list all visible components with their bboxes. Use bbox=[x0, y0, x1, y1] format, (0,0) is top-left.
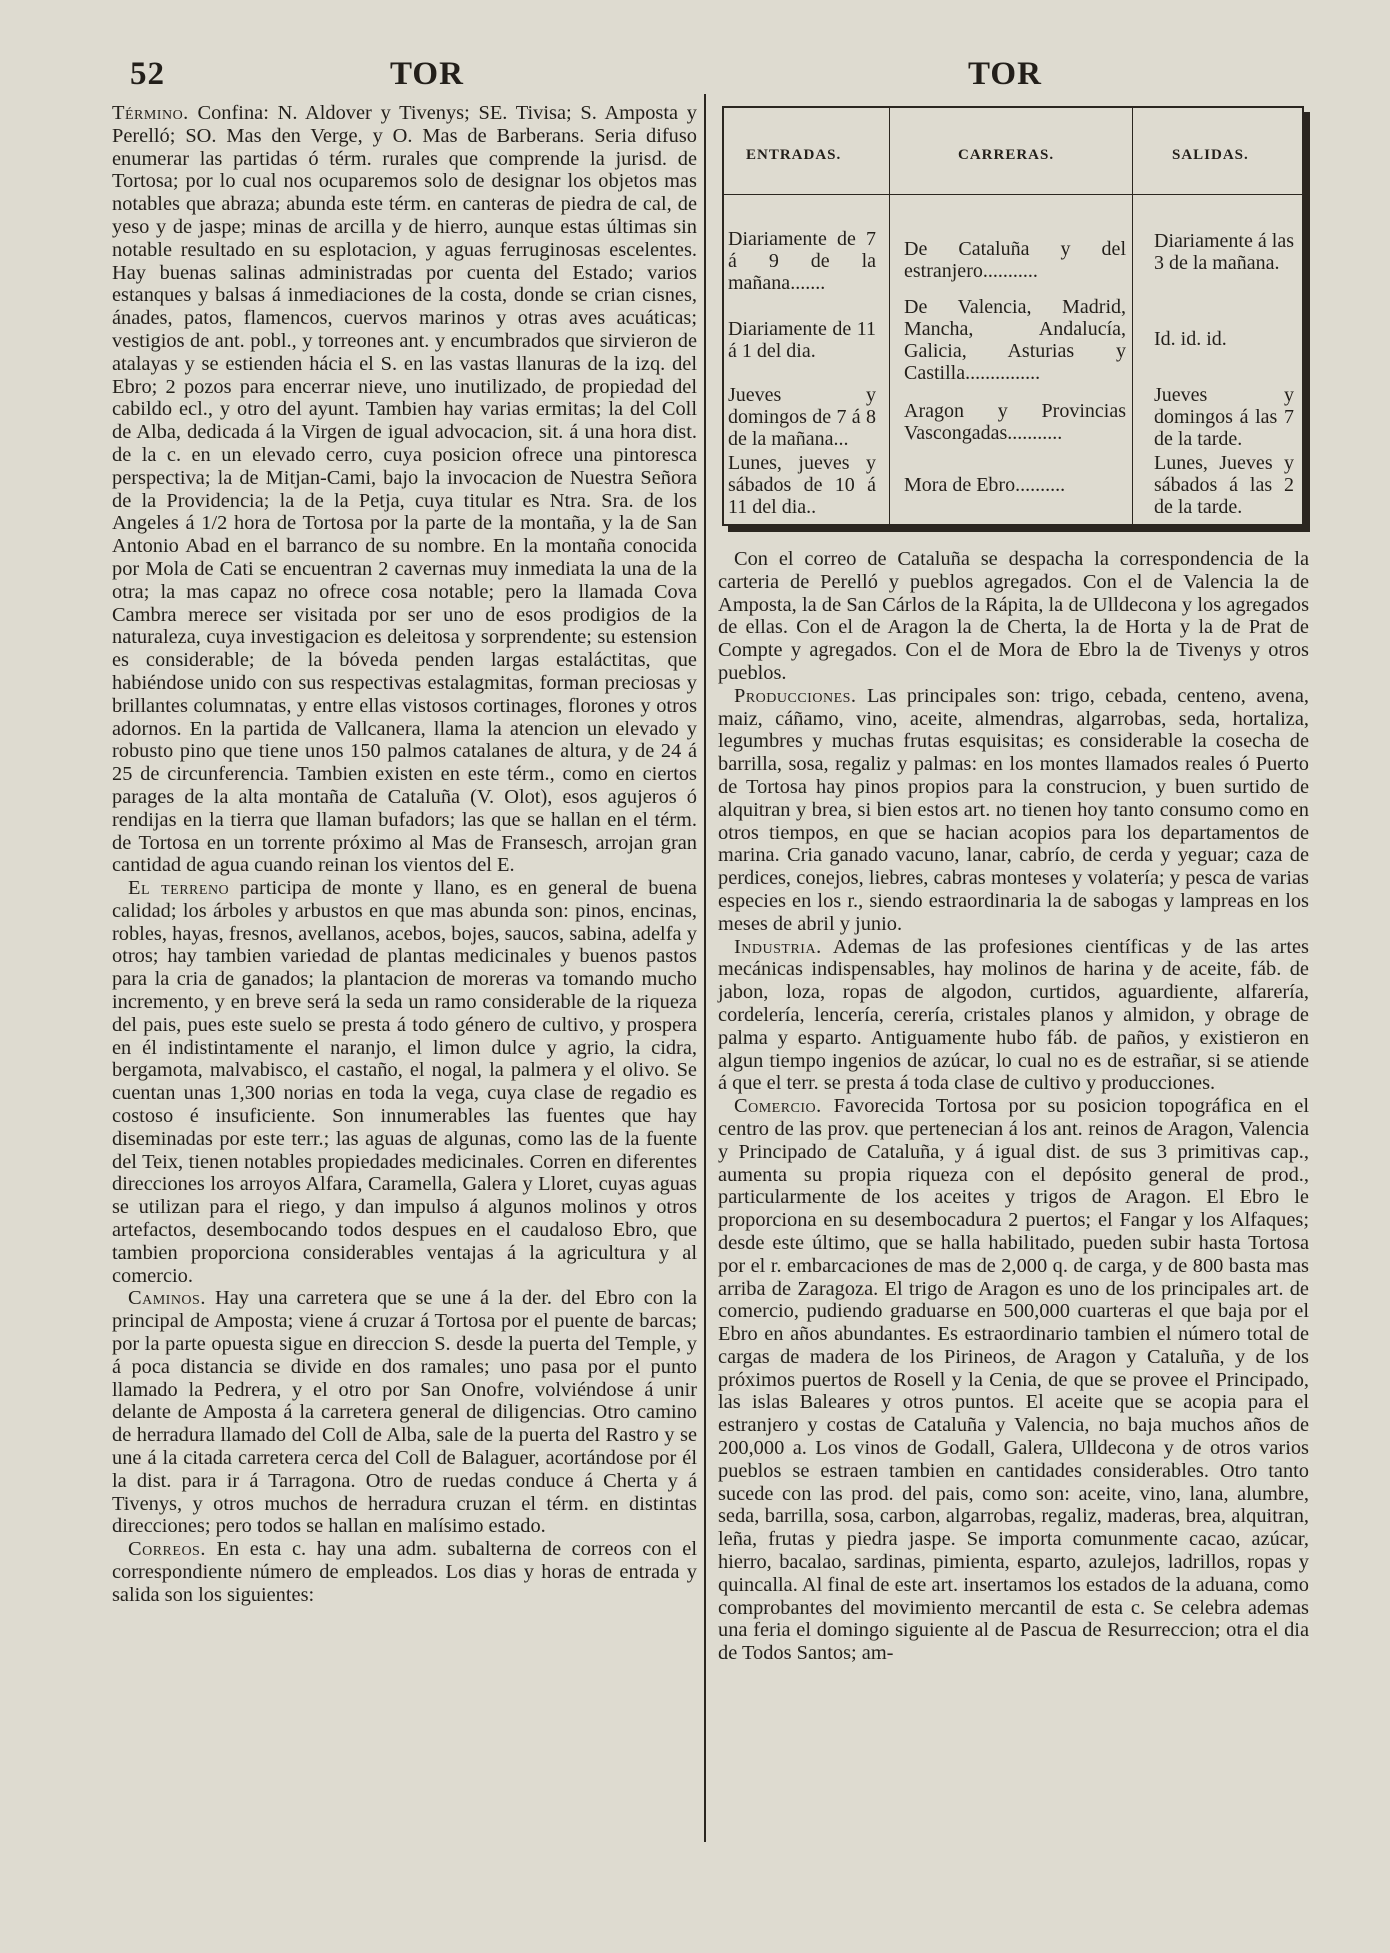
paragraph-producciones bbox=[718, 685, 1309, 936]
section-lead: Correos. bbox=[128, 1538, 206, 1561]
section-lead: Industria. bbox=[734, 935, 822, 958]
paragraph-text: Con el correo de Cataluña se despacha la correspondencia de la carteria de Perelló y pueblos agregados. Con el de Valencia la de Amposta, la de San Cárlos de la Rápita, la de Ulldecona y los agregados de ellas. Con el de Aragon la de Cherta, la de Horta y la de Prat de Compte y agregados. Con el de Mora de Ebro la de Tivenys y otros pueblos. bbox=[718, 548, 1309, 684]
table-column-divider bbox=[1132, 108, 1133, 524]
mail-schedule-table bbox=[722, 106, 1304, 526]
row3-salida: Jueves y domingos á las 7 de la tarde. bbox=[1154, 384, 1294, 450]
row2-carrera: De Valencia, Madrid, Mancha, Andalucía, Galicia, Asturias y Castilla............... bbox=[904, 296, 1126, 384]
paragraph-text: Las principales son: trigo, cebada, centeno, avena, maiz, cáñamo, vino, aceite, almendras, algarrobas, seda, hortaliza, legumbres y muchas frutas esquisitas; es considerable la cosecha de barrilla, sosa, regaliz y palmas: en los montes llamados reales ó Puerto de Tortosa hay pinos propios para la construcion, y buen surtido de alquitran y brea, si bien estos art. no tienen hoy tanto consumo como en otros tiempos, en que se hacian acopios para los departamentos de marina. Cria ganado vacuno, lanar, cabrío, de cerda y yeguar; caza de perdices, conejos, liebres, cabras monteses y volatería; y pesca de varias especies en los r., siendo estraordinaria la de sabogas y lampreas en los meses de abril y junio. bbox=[718, 684, 1309, 935]
row1-carrera: De Cataluña y del estranjero........... bbox=[904, 238, 1126, 282]
paragraph-text: participa de monte y llano, es en general de buena calidad; los árboles y arbustos en que mas abunda son: pinos, encinas, robles, hayas, fresnos, avellanos, acebos, bojes, saucos, sabina, adelfa y otros; hay tambien variedad de plantas medicinales y buenos pastos para la cria de ganados; la plantacion de moreras va tomando mucho incremento, y en breve será la seda un ramo considerable de la riqueza del pais, pues este suelo se presta á todo género de cultivo, y prospera en él indistintamente el naranjo, el limon dulce y agrio, la cidra, bergamota, malvabisco, el castaño, el nogal, la palmera y el olivo. Se cuentan unas 1,300 norias en toda la vega, cuya clase de regadio es costoso é insuficiente. Son innumerables las fuentes que hay diseminadas por este terr.; las aguas de algunas, como las de la fuente del Teix, tienen notables propiedades medicinales. Corren en diferentes direcciones los arroyos Alfara, Caramella, Galera y Lloret, cuyas aguas se utilizan para el riego, y dan impulso á algunos molinos y otros artefactos, desembocando todos despues en el caudaloso Ebro, que tambien proporciona considerables ventajas á la agricultura y al comercio. bbox=[112, 877, 697, 1287]
row4-carrera: Mora de Ebro.......... bbox=[904, 474, 1066, 496]
section-lead: Comercio. bbox=[734, 1095, 822, 1118]
header-carreras: CARRERAS. bbox=[958, 147, 1055, 163]
row2-salida: Id. id. id. bbox=[1154, 328, 1227, 350]
paragraph-text: Favorecida Tortosa por su posicion topográfica en el centro de las prov. que pertenecian á los ant. reinos de Aragon, Valencia y Principado de Cataluña, y á igual dist. de sus 3 primitivas cap., aumenta su propia riqueza con el depósito general de prod., particularmente de los aceites y trigos de Aragon. El Ebro le proporciona en su desembocadura 2 puertos; el Fangar y los Alfaques; desde este último, que se halla habilitado, pueden subir hasta Tortosa por el r. embarcaciones de mas de 2,000 q. de carga, y de 800 basta mas arriba de Zaragoza. El trigo de Aragon es uno de los principales art. de comercio, pudiendo graduarse en 500,000 cuarteras el que baja por el Ebro en años abundantes. Es estraordinario tambien el número total de cargas de madera de los Pirineos, de Aragon y Cataluña, y de los próximos puertos de Rosell y la Cenia, de que se provee el Principado, las islas Baleares y otros puntos. El aceite que se acopia para el estranjero y costas de Cataluña y Valencia, no baja muchos años de 200,000 a. Los vinos de Godall, Galera, Ulldecona y de otros varios pueblos se estraen tambien en cantidades considerables. Otro tanto sucede con las prod. del pais, como son: aceite, vino, lana, alumbre, seda, barrilla, sosa, carbon, algarrobas, regaliz, maderas, brea, alquitran, leña, frutas y piedra jaspe. Se importa comunmente cacao, azúcar, hierro, bacalao, sardinas, pimienta, esparto, azulejos, ladrillos, ropas y quincalla. Al final de este art. insertamos los estados de la aduana, como comprobantes del movimiento mercantil de esta c. Se celebra ademas una feria el domingo siguiente al de Pascua de Resurreccion; otra el dia de Todos Santos; am- bbox=[718, 1095, 1309, 1665]
paragraph-text: En esta c. hay una adm. subalterna de correos con el correspondiente número de empleados. Los dias y horas de entrada y salida son los siguientes: bbox=[112, 1538, 697, 1606]
row3-carrera: Aragon y Provincias Vascongadas........... bbox=[904, 400, 1126, 444]
right-running-head: TOR bbox=[968, 56, 1042, 92]
page-number: 52 bbox=[130, 56, 165, 92]
paragraph-comercio bbox=[718, 1095, 1309, 1665]
section-lead: Caminos. bbox=[128, 1287, 206, 1310]
section-lead: Producciones. bbox=[734, 684, 857, 707]
table-column-divider bbox=[889, 108, 890, 524]
header-entradas: ENTRADAS. bbox=[746, 147, 842, 163]
header-salidas: SALIDAS. bbox=[1172, 147, 1249, 163]
row1-entrada: Diariamente de 7 á 9 de la mañana....... bbox=[728, 228, 876, 294]
left-column bbox=[112, 102, 697, 1607]
row2-entrada: Diariamente de 11 á 1 del dia. bbox=[728, 318, 876, 362]
row3-entrada: Jueves y domingos de 7 á 8 de la mañana... bbox=[728, 384, 876, 450]
row1-salida: Diariamente á las 3 de la mañana. bbox=[1154, 230, 1294, 274]
paragraph-termino bbox=[112, 102, 697, 877]
column-divider bbox=[704, 94, 706, 1842]
paragraph-text: Confina: N. Aldover y Tivenys; SE. Tivisa; S. Amposta y Perelló; SO. Mas den Verge, y O. Mas de Barberans. Seria difuso enumerar las partidas ó térm. rurales que comprende la jurisd. de Tortosa; por lo cual nos ocuparemos solo de designar los objetos mas notables que abraza; abunda este térm. en canteras de piedra de cal, de yeso y de jaspe; minas de arcilla y de hierro, aunque estas últimas sin notable resultado en su esplotacion, y aguas ferruginosas escelentes. Hay buenas salinas administradas por cuenta del Estado; varios estanques y balsas á inmediaciones de la costa, donde se crian cisnes, ánades, patos, flamencos, cuervos marinos y otras aves acuáticas; vestigios de ant. pobl., y torreones ant. y encumbrados que sirvieron de atalayas y se estienden hácia el S. en las vastas llanuras de la izq. del Ebro; 2 pozos para encerrar nieve, uno inutilizado, de propiedad del cabildo ecl., y otro del ayunt. Tambien hay varias ermitas; la del Coll de Alba, dedicada á la Virgen de igual advocacion, sit. á una hora dist. de la c. en un elevado cerro, cuya posicion ofrece una pintoresca perspectiva; la de Mitjan-Cami, bajo la invocacion de Nuestra Señora de la Providencia; la de la Petja, cuya titular es Ntra. Sra. de los Angeles á 1/2 hora de Tortosa por la parte de la montaña, y la de San Antonio Abad en el barranco de su nombre. En la montaña conocida por Mola de Cati se encuentran 2 cavernas muy inmediata la una de la otra; la mas capaz no ofrece cosa notable; pero la llamada Cova Cambra merece ser visitada por ser uno de esos prodigios de la naturaleza, cuya investigacion es deleitosa y sorprendente; su estension es considerable; de la bóveda penden largas estaláctitas, que habiéndose unido con sus respectivas estalagmitas, forman preciosas y brillantes columnatas, y entre ellas vistosos cortinages, florones y otros adornos. En la partida de Vallcanera, llama la atencion un elevado y robusto pino que tiene unos 150 palmos catalanes de altura, y de 24 á 25 de circunferencia. Tambien existen en este térm., como en ciertos parages de la alta montaña de Cataluña (V. Olot), esos agujeros ó rendijas en la tierra que llaman bufadors; las que se hallan en el térm. de Tortosa en un torrente próximo al Mas de Fransesch, arrojan gran cantidad de agua cuando reinan los vientos del E. bbox=[112, 102, 697, 877]
paragraph-terreno bbox=[112, 877, 697, 1287]
right-column bbox=[718, 548, 1309, 1665]
paragraph-correspondencia bbox=[718, 548, 1309, 685]
row4-entrada: Lunes, jueves y sábados de 10 á 11 del dia.. bbox=[728, 452, 876, 518]
row4-salida: Lunes, Jueves y sábados á las 2 de la tarde. bbox=[1154, 452, 1294, 518]
paragraph-text: Hay una carretera que se une á la der. del Ebro con la principal de Amposta; viene á cruzar á Tortosa por el puente de barcas; por la parte opuesta sigue en direccion S. desde la puerta del Temple, y á poca distancia se divide en dos ramales; uno pasa por el punto llamado la Pedrera, y el otro por San Onofre, volviéndose á unir delante de Amposta á la carretera general de diligencias. Otro camino de herradura llamado del Coll de Alba, sale de la puerta del Rastro y se une á la citada carretera cerca del Coll de Balaguer, acortándose por él la dist. para ir á Tarragona. Otro de ruedas conduce á Cherta y á Tivenys, y otros muchos de herradura cruzan el térm. en distintas direcciones; pero todos se hallan en malísimo estado. bbox=[112, 1287, 697, 1538]
paragraph-industria bbox=[718, 936, 1309, 1096]
table-header-row bbox=[724, 108, 1302, 195]
paragraph-correos bbox=[112, 1538, 697, 1606]
left-running-head: TOR bbox=[390, 56, 464, 92]
section-lead: El terreno bbox=[128, 877, 230, 900]
section-lead: Término. bbox=[112, 102, 189, 124]
paragraph-text: Ademas de las profesiones científicas y de las artes mecánicas indispensables, hay molinos de harina y de aceite, fáb. de jabon, loza, ropas de algodon, curtidos, aguardiente, alfarería, cordelería, lencería, cerería, cristales planos y almidon, y obrage de palma y esparto. Antiguamente hubo fáb. de paños, y existieron en algun tiempo ingenios de azúcar, lo cual no es de estrañar, si se atiende á que el terr. se presta á toda clase de cultivo y producciones. bbox=[718, 935, 1309, 1095]
paragraph-caminos bbox=[112, 1287, 697, 1538]
